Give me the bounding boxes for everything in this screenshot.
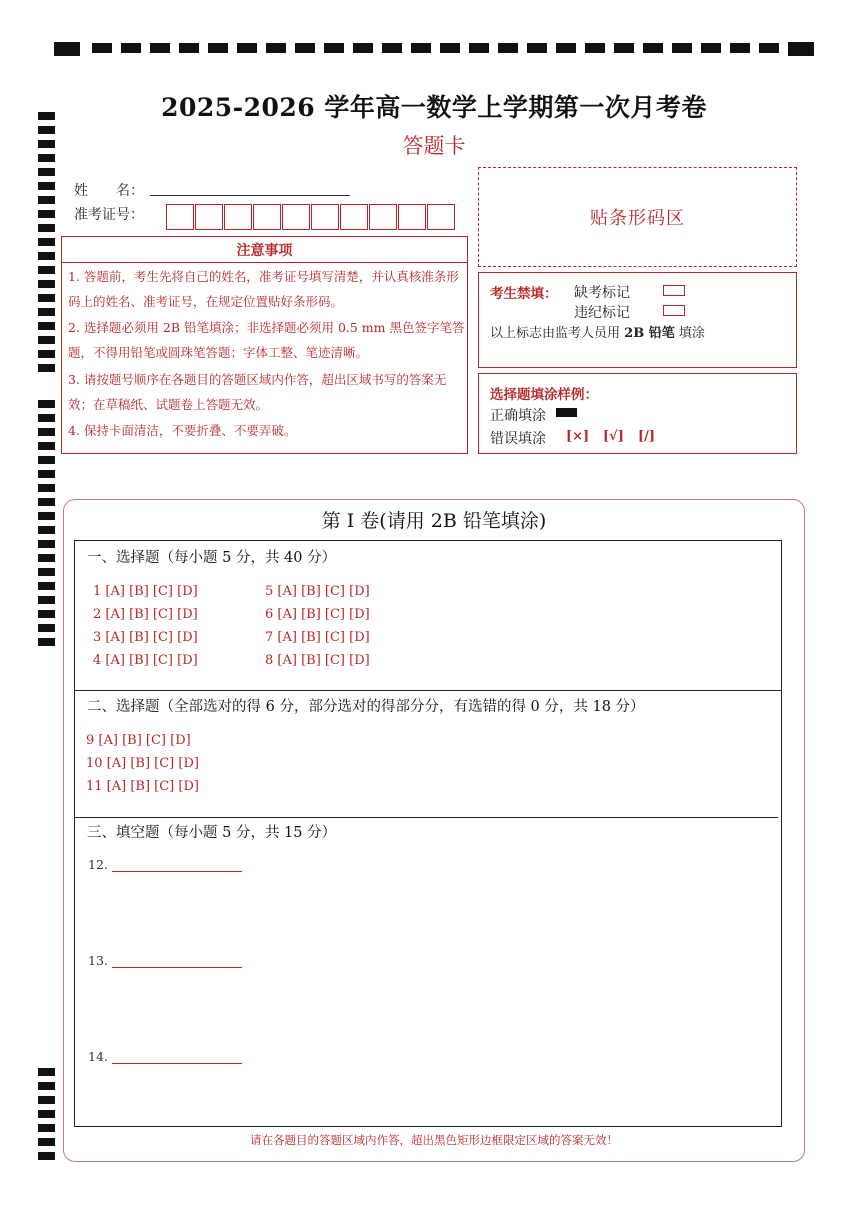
timing-mark [324,43,344,53]
choice-question-9[interactable]: 9 [A] [B] [C] [D] [86,733,191,748]
choice-question-8[interactable]: 8 [A] [B] [C] [D] [265,653,370,668]
timing-mark [38,252,55,260]
exam-id-digit-box[interactable] [340,204,368,230]
fill-question-14-blank[interactable] [112,1063,242,1064]
wrong-fill-label: 错误填涂 [490,431,546,447]
timing-mark [643,43,663,53]
wrong-fill-sample-cross: [×] [566,429,590,444]
timing-mark [38,624,55,632]
notice-item [68,315,468,365]
corner-mark [54,42,80,56]
notice-item-text: 3. 请按题号顺序在各题目的答题区域内作答，超出区域书写的答案无效；在草稿纸、试题卷上答题无效。 [68,372,447,412]
timing-mark [38,238,55,246]
timing-mark [38,400,55,408]
volume-one-title: 第 I 卷(请用 2B 铅笔填涂) [321,510,547,532]
choice-question-6[interactable]: 6 [A] [B] [C] [D] [265,607,370,622]
timing-mark [208,43,228,53]
section3-title: 三、填空题（每小题 5 分，共 15 分） [87,825,337,841]
exam-id-digit-box[interactable] [427,204,455,230]
fill-question-13-blank[interactable] [112,967,242,968]
exam-id-digit-box[interactable] [224,204,252,230]
barcode-label: 贴条形码区 [590,208,685,229]
section2-title: 二、选择题（全部选对的得 6 分，部分选对的得部分分，有选错的得 0 分，共 18 分） [87,699,645,715]
fill-question-14-label: 14. [88,1049,108,1064]
timing-mark [38,182,55,190]
timing-mark [353,43,373,53]
timing-mark [38,470,55,478]
barcode-area[interactable] [478,167,797,267]
timing-mark [38,308,55,316]
timing-mark [38,1124,55,1132]
timing-mark [38,582,55,590]
timing-mark [585,43,605,53]
timing-mark [38,1096,55,1104]
name-input-line[interactable] [150,195,350,196]
exam-id-label: 准考证号： [74,207,144,223]
timing-mark [150,43,170,53]
timing-mark [38,610,55,618]
exam-title: 2025-2026 学年高一数学上学期第一次月考卷 [161,93,707,122]
notice-title: 注意事项 [236,243,293,259]
fill-question-13-label: 13. [88,953,108,968]
proctor-note-prefix: 以上标志由监考人员用 [490,326,621,341]
timing-mark [38,484,55,492]
absent-mark-label: 缺考标记 [574,285,630,301]
exam-id-digit-box[interactable] [311,204,339,230]
timing-mark [179,43,199,53]
timing-mark [38,336,55,344]
wrong-fill-sample-slash: [/] [638,429,656,444]
timing-mark [38,456,55,464]
notice-item [68,418,468,443]
timing-mark [498,43,518,53]
notice-item [68,264,468,314]
timing-mark [38,414,55,422]
fill-question-12-blank[interactable] [112,871,242,872]
timing-mark [38,364,55,372]
timing-mark [38,294,55,302]
violation-mark-box[interactable] [663,305,685,316]
timing-mark [237,43,257,53]
exam-id-digit-box[interactable] [166,204,194,230]
timing-mark [382,43,402,53]
timing-mark [527,43,547,53]
notice-item-text: 2. 选择题必须用 2B 铅笔填涂；非选择题必须用 0.5 mm 黑色签字笔答题，不得用铅笔或圆珠笔答题；字体工整、笔迹清晰。 [68,320,465,360]
choice-question-1[interactable]: 1 [A] [B] [C] [D] [93,584,198,599]
timing-mark [38,280,55,288]
section1-title: 一、选择题（每小题 5 分，共 40 分） [87,550,337,566]
correct-fill-label: 正确填涂 [490,408,546,424]
timing-mark [672,43,692,53]
proctor-note-bold: 2B 铅笔 [624,326,675,341]
timing-mark [38,1152,55,1160]
fill-example-title: 选择题填涂样例： [490,387,598,403]
corner-mark [788,42,814,56]
footer-warning: 请在各题目的答题区域内作答，超出黑色矩形边框限定区域的答案无效！ [250,1133,618,1147]
timing-mark [38,266,55,274]
absent-mark-box[interactable] [663,285,685,296]
timing-mark [759,43,779,53]
timing-mark [730,43,750,53]
timing-mark [38,1068,55,1076]
timing-mark [469,43,489,53]
notice-item [68,367,468,417]
timing-mark [121,43,141,53]
proctor-note-suffix: 填涂 [678,326,705,341]
timing-mark [266,43,286,53]
timing-mark [38,428,55,436]
exam-id-digit-box[interactable] [253,204,281,230]
proctor-note [490,322,705,341]
timing-mark [701,43,721,53]
timing-mark [38,540,55,548]
timing-mark [38,1082,55,1090]
timing-mark [92,43,112,53]
timing-mark [38,596,55,604]
answer-sheet-subtitle: 答题卡 [402,134,466,158]
name-label: 姓 名： [74,183,144,199]
timing-mark [38,568,55,576]
timing-mark [38,322,55,330]
choice-question-2[interactable]: 2 [A] [B] [C] [D] [93,607,198,622]
section-divider [74,817,778,818]
timing-mark [38,196,55,204]
exam-id-digit-box[interactable] [369,204,397,230]
choice-question-11[interactable]: 11 [A] [B] [C] [D] [86,779,199,794]
section-divider [74,690,782,691]
timing-mark [38,1138,55,1146]
wrong-fill-sample-check: [√] [603,429,624,444]
timing-mark [38,498,55,506]
notice-item-text: 1. 答题前，考生先将自己的姓名，准考证号填写清楚，并认真核准条形码上的姓名、准考证号，在规定位置贴好条形码。 [68,269,459,309]
choice-question-10[interactable]: 10 [A] [B] [C] [D] [86,756,199,771]
timing-mark [38,168,55,176]
choice-question-7[interactable]: 7 [A] [B] [C] [D] [265,630,370,645]
choice-question-4[interactable]: 4 [A] [B] [C] [D] [93,653,198,668]
fill-question-12-label: 12. [88,857,108,872]
timing-mark [411,43,431,53]
correct-fill-sample [556,408,577,417]
timing-mark [38,1110,55,1118]
timing-mark [38,512,55,520]
exam-id-digit-box[interactable] [195,204,223,230]
timing-mark [440,43,460,53]
timing-mark [295,43,315,53]
timing-mark [38,210,55,218]
timing-mark [38,638,55,646]
timing-mark [38,526,55,534]
violation-mark-label: 违纪标记 [574,305,630,321]
timing-mark [38,442,55,450]
notice-item-text: 4. 保持卡面清洁，不要折叠、不要弄破。 [68,423,297,438]
timing-mark [556,43,576,53]
proctor-only-label: 考生禁填： [490,286,558,302]
timing-mark [38,554,55,562]
timing-mark [38,350,55,358]
choice-question-5[interactable]: 5 [A] [B] [C] [D] [265,584,370,599]
exam-id-digit-box[interactable] [398,204,426,230]
timing-mark [38,224,55,232]
exam-id-digit-box[interactable] [282,204,310,230]
timing-mark [614,43,634,53]
choice-question-3[interactable]: 3 [A] [B] [C] [D] [93,630,198,645]
